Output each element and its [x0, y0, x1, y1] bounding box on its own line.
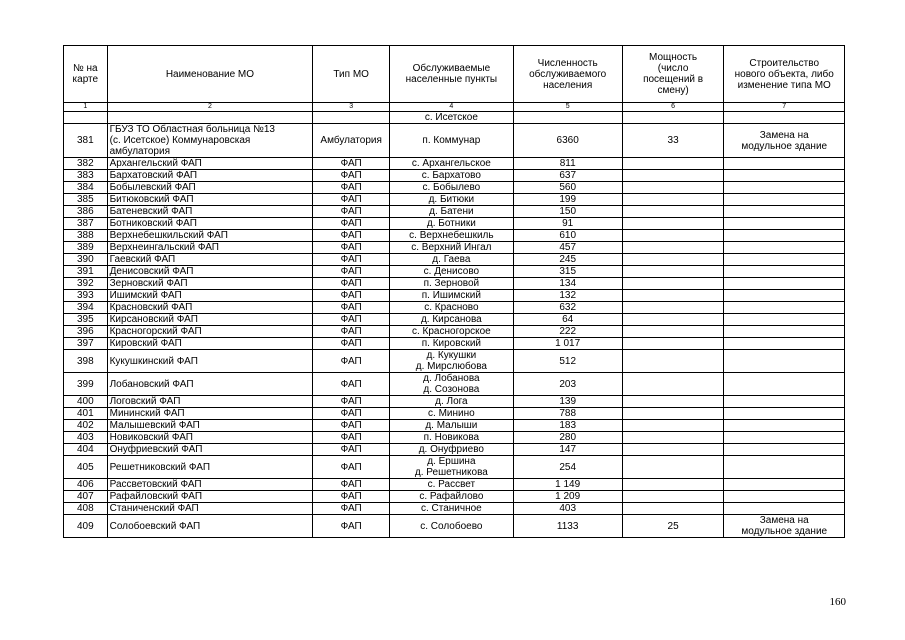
table-row: [64, 338, 845, 350]
table-row: [64, 444, 845, 456]
cell-construction: [724, 112, 845, 124]
cell-name: Зерновский ФАП: [107, 278, 313, 290]
table-body: [64, 112, 845, 538]
cell-name: Бобылевский ФАП: [107, 182, 313, 194]
cell-population: 203: [513, 373, 622, 396]
cell-capacity: [622, 444, 724, 456]
cell-settlement: д. Лога: [390, 396, 514, 408]
cell-map-number: 388: [64, 230, 108, 242]
table-row: [64, 408, 845, 420]
cell-capacity: [622, 503, 724, 515]
cell-name: Верхнебешкильский ФАП: [107, 230, 313, 242]
table-row: [64, 242, 845, 254]
cell-settlement: с. Красногорское: [390, 326, 514, 338]
header-cell-settlements: Обслуживаемые населенные пункты: [390, 46, 514, 103]
cell-capacity: [622, 314, 724, 326]
cell-capacity: [622, 479, 724, 491]
cell-settlement: с. Красново: [390, 302, 514, 314]
cell-capacity: [622, 338, 724, 350]
cell-construction: [724, 408, 845, 420]
cell-population: 147: [513, 444, 622, 456]
cell-population: 91: [513, 218, 622, 230]
cell-map-number: 384: [64, 182, 108, 194]
cell-name: Малышевский ФАП: [107, 420, 313, 432]
cell-map-number: 383: [64, 170, 108, 182]
cell-capacity: [622, 420, 724, 432]
cell-capacity: [622, 158, 724, 170]
column-number: 1: [64, 103, 108, 112]
cell-population: 254: [513, 456, 622, 479]
column-number: 3: [313, 103, 390, 112]
cell-construction: [724, 396, 845, 408]
cell-type: ФАП: [313, 170, 390, 182]
cell-construction: Замена на модульное здание: [724, 515, 845, 538]
cell-name: Онуфриевский ФАП: [107, 444, 313, 456]
cell-name: [107, 112, 313, 124]
cell-map-number: 398: [64, 350, 108, 373]
cell-construction: [724, 456, 845, 479]
cell-type: ФАП: [313, 266, 390, 278]
cell-capacity: [622, 373, 724, 396]
cell-population: 64: [513, 314, 622, 326]
cell-construction: [724, 432, 845, 444]
cell-construction: [724, 479, 845, 491]
cell-settlement: с. Рассвет: [390, 479, 514, 491]
cell-construction: [724, 242, 845, 254]
cell-map-number: 393: [64, 290, 108, 302]
cell-type: ФАП: [313, 290, 390, 302]
cell-name: Кукушкинский ФАП: [107, 350, 313, 373]
cell-map-number: 401: [64, 408, 108, 420]
cell-type: ФАП: [313, 326, 390, 338]
cell-type: ФАП: [313, 206, 390, 218]
cell-map-number: 394: [64, 302, 108, 314]
cell-name: Верхнеингальский ФАП: [107, 242, 313, 254]
cell-map-number: 389: [64, 242, 108, 254]
table-row: [64, 230, 845, 242]
cell-map-number: 386: [64, 206, 108, 218]
table-row: [64, 432, 845, 444]
header-cell-population: Численность обслуживаемого населения: [513, 46, 622, 103]
cell-capacity: [622, 456, 724, 479]
cell-name: Красногорский ФАП: [107, 326, 313, 338]
cell-construction: [724, 278, 845, 290]
cell-name: Кирсановский ФАП: [107, 314, 313, 326]
cell-population: 222: [513, 326, 622, 338]
table-row: [64, 515, 845, 538]
table-row: [64, 158, 845, 170]
cell-settlement: д. Гаева: [390, 254, 514, 266]
cell-type: ФАП: [313, 182, 390, 194]
cell-settlement: п. Ишимский: [390, 290, 514, 302]
cell-population: 1 209: [513, 491, 622, 503]
cell-capacity: 33: [622, 124, 724, 158]
cell-settlement: п. Зерновой: [390, 278, 514, 290]
cell-population: 132: [513, 290, 622, 302]
table-row: [64, 396, 845, 408]
cell-population: 637: [513, 170, 622, 182]
cell-capacity: [622, 206, 724, 218]
cell-settlement: с. Рафайлово: [390, 491, 514, 503]
cell-settlement: д. Битюки: [390, 194, 514, 206]
cell-type: ФАП: [313, 444, 390, 456]
cell-type: ФАП: [313, 314, 390, 326]
cell-type: ФАП: [313, 491, 390, 503]
cell-map-number: 385: [64, 194, 108, 206]
page-number: 160: [829, 596, 846, 608]
table-row: [64, 420, 845, 432]
cell-population: 6360: [513, 124, 622, 158]
table-row: [64, 373, 845, 396]
cell-population: 560: [513, 182, 622, 194]
header-cell-type: Тип МО: [313, 46, 390, 103]
table-row: [64, 170, 845, 182]
table-row: [64, 314, 845, 326]
cell-capacity: [622, 290, 724, 302]
cell-population: 134: [513, 278, 622, 290]
cell-construction: [724, 314, 845, 326]
cell-population: 403: [513, 503, 622, 515]
cell-population: 1133: [513, 515, 622, 538]
cell-map-number: 387: [64, 218, 108, 230]
cell-type: ФАП: [313, 254, 390, 266]
cell-population: [513, 112, 622, 124]
cell-name: Батеневский ФАП: [107, 206, 313, 218]
cell-capacity: [622, 182, 724, 194]
cell-population: 315: [513, 266, 622, 278]
cell-map-number: 408: [64, 503, 108, 515]
cell-map-number: 391: [64, 266, 108, 278]
cell-map-number: 406: [64, 479, 108, 491]
cell-name: Ишимский ФАП: [107, 290, 313, 302]
header-cell-capacity: Мощность (число посещений в смену): [622, 46, 724, 103]
column-number-row: [64, 103, 845, 112]
table-row: [64, 302, 845, 314]
table-row: [64, 479, 845, 491]
cell-type: ФАП: [313, 242, 390, 254]
cell-construction: [724, 350, 845, 373]
cell-name: Лобановский ФАП: [107, 373, 313, 396]
cell-name: ГБУЗ ТО Областная больница №13 (с. Исетское) Коммунаровская амбулатория: [107, 124, 313, 158]
table-row: [64, 124, 845, 158]
cell-population: 245: [513, 254, 622, 266]
cell-name: Станиченский ФАП: [107, 503, 313, 515]
cell-settlement: д. Кирсанова: [390, 314, 514, 326]
table-row: [64, 194, 845, 206]
cell-capacity: [622, 266, 724, 278]
cell-type: ФАП: [313, 302, 390, 314]
cell-population: 150: [513, 206, 622, 218]
cell-name: Мининский ФАП: [107, 408, 313, 420]
cell-map-number: 381: [64, 124, 108, 158]
cell-settlement: п. Новикова: [390, 432, 514, 444]
cell-settlement: п. Кировский: [390, 338, 514, 350]
cell-construction: [724, 420, 845, 432]
cell-construction: [724, 444, 845, 456]
cell-construction: [724, 338, 845, 350]
table-row: [64, 218, 845, 230]
cell-construction: [724, 266, 845, 278]
cell-map-number: 405: [64, 456, 108, 479]
cell-settlement: д. Ершина д. Решетникова: [390, 456, 514, 479]
cell-map-number: 392: [64, 278, 108, 290]
cell-population: 457: [513, 242, 622, 254]
cell-name: Архангельский ФАП: [107, 158, 313, 170]
cell-construction: [724, 254, 845, 266]
column-number: 4: [390, 103, 514, 112]
cell-name: Гаевский ФАП: [107, 254, 313, 266]
cell-map-number: 399: [64, 373, 108, 396]
cell-construction: [724, 491, 845, 503]
cell-construction: [724, 373, 845, 396]
column-number: 5: [513, 103, 622, 112]
cell-population: 1 149: [513, 479, 622, 491]
cell-map-number: 409: [64, 515, 108, 538]
cell-name: Рафайловский ФАП: [107, 491, 313, 503]
cell-type: ФАП: [313, 338, 390, 350]
cell-population: 610: [513, 230, 622, 242]
cell-population: 183: [513, 420, 622, 432]
cell-map-number: 382: [64, 158, 108, 170]
cell-name: Солобоевский ФАП: [107, 515, 313, 538]
cell-population: 788: [513, 408, 622, 420]
cell-population: 811: [513, 158, 622, 170]
table-row: [64, 350, 845, 373]
cell-population: 199: [513, 194, 622, 206]
cell-map-number: 395: [64, 314, 108, 326]
cell-type: ФАП: [313, 515, 390, 538]
cell-construction: [724, 194, 845, 206]
cell-capacity: [622, 432, 724, 444]
cell-settlement: д. Батени: [390, 206, 514, 218]
column-number: 7: [724, 103, 845, 112]
cell-name: Решетниковский ФАП: [107, 456, 313, 479]
cell-map-number: 403: [64, 432, 108, 444]
cell-name: Новиковский ФАП: [107, 432, 313, 444]
cell-population: 512: [513, 350, 622, 373]
cell-map-number: 402: [64, 420, 108, 432]
cell-type: ФАП: [313, 373, 390, 396]
cell-type: ФАП: [313, 194, 390, 206]
cell-type: ФАП: [313, 408, 390, 420]
table-row: [64, 112, 845, 124]
cell-capacity: [622, 194, 724, 206]
cell-name: Кировский ФАП: [107, 338, 313, 350]
header-cell-map-number: № на карте: [64, 46, 108, 103]
cell-population: 632: [513, 302, 622, 314]
table-row: [64, 254, 845, 266]
cell-settlement: д. Лобанова д. Созонова: [390, 373, 514, 396]
cell-construction: [724, 290, 845, 302]
facilities-table: [63, 45, 845, 538]
cell-construction: [724, 206, 845, 218]
cell-settlement: с. Бархатово: [390, 170, 514, 182]
cell-capacity: [622, 254, 724, 266]
cell-capacity: [622, 408, 724, 420]
cell-capacity: [622, 218, 724, 230]
table-row: [64, 182, 845, 194]
cell-settlement: д. Кукушки д. Мирслюбова: [390, 350, 514, 373]
cell-capacity: [622, 396, 724, 408]
table-row: [64, 278, 845, 290]
cell-construction: [724, 182, 845, 194]
cell-capacity: [622, 278, 724, 290]
cell-name: Ботниковский ФАП: [107, 218, 313, 230]
cell-type: ФАП: [313, 432, 390, 444]
table-row: [64, 326, 845, 338]
cell-capacity: [622, 170, 724, 182]
cell-settlement: с. Бобылево: [390, 182, 514, 194]
cell-capacity: [622, 302, 724, 314]
cell-settlement: с. Минино: [390, 408, 514, 420]
cell-map-number: 404: [64, 444, 108, 456]
table-row: [64, 456, 845, 479]
cell-settlement: д. Малыши: [390, 420, 514, 432]
cell-type: ФАП: [313, 230, 390, 242]
cell-population: 1 017: [513, 338, 622, 350]
cell-type: ФАП: [313, 456, 390, 479]
cell-construction: Замена на модульное здание: [724, 124, 845, 158]
cell-settlement: с. Верхний Ингал: [390, 242, 514, 254]
cell-settlement: с. Архангельское: [390, 158, 514, 170]
cell-construction: [724, 230, 845, 242]
cell-settlement: с. Станичное: [390, 503, 514, 515]
cell-settlement: с. Солобоево: [390, 515, 514, 538]
cell-type: Амбулатория: [313, 124, 390, 158]
table-row: [64, 266, 845, 278]
table-row: [64, 206, 845, 218]
cell-type: ФАП: [313, 278, 390, 290]
cell-type: ФАП: [313, 350, 390, 373]
cell-name: Бархатовский ФАП: [107, 170, 313, 182]
cell-settlement: п. Коммунар: [390, 124, 514, 158]
cell-capacity: [622, 242, 724, 254]
cell-type: ФАП: [313, 503, 390, 515]
cell-name: Красновский ФАП: [107, 302, 313, 314]
cell-map-number: 397: [64, 338, 108, 350]
column-number: 6: [622, 103, 724, 112]
cell-type: ФАП: [313, 158, 390, 170]
cell-capacity: 25: [622, 515, 724, 538]
cell-construction: [724, 503, 845, 515]
cell-capacity: [622, 230, 724, 242]
cell-capacity: [622, 350, 724, 373]
cell-construction: [724, 218, 845, 230]
cell-name: Денисовский ФАП: [107, 266, 313, 278]
cell-map-number: 390: [64, 254, 108, 266]
header-row: [64, 46, 845, 103]
table-row: [64, 290, 845, 302]
header-cell-name: Наименование МО: [107, 46, 313, 103]
header-cell-construction: Строительство нового объекта, либо изменение типа МО: [724, 46, 845, 103]
cell-population: 139: [513, 396, 622, 408]
cell-map-number: [64, 112, 108, 124]
cell-name: Битюковский ФАП: [107, 194, 313, 206]
cell-settlement: д. Ботники: [390, 218, 514, 230]
cell-settlement: с. Исетское: [390, 112, 514, 124]
cell-construction: [724, 326, 845, 338]
cell-name: Рассветовский ФАП: [107, 479, 313, 491]
cell-construction: [724, 158, 845, 170]
cell-type: ФАП: [313, 420, 390, 432]
cell-construction: [724, 170, 845, 182]
cell-settlement: с. Верхнебешкиль: [390, 230, 514, 242]
cell-map-number: 400: [64, 396, 108, 408]
table-row: [64, 491, 845, 503]
cell-population: 280: [513, 432, 622, 444]
cell-type: [313, 112, 390, 124]
cell-settlement: с. Денисово: [390, 266, 514, 278]
cell-map-number: 407: [64, 491, 108, 503]
cell-map-number: 396: [64, 326, 108, 338]
cell-type: ФАП: [313, 218, 390, 230]
cell-construction: [724, 302, 845, 314]
cell-settlement: д. Онуфриево: [390, 444, 514, 456]
table-row: [64, 503, 845, 515]
cell-capacity: [622, 491, 724, 503]
cell-capacity: [622, 326, 724, 338]
cell-capacity: [622, 112, 724, 124]
cell-name: Логовский ФАП: [107, 396, 313, 408]
cell-type: ФАП: [313, 479, 390, 491]
cell-type: ФАП: [313, 396, 390, 408]
column-number: 2: [107, 103, 313, 112]
